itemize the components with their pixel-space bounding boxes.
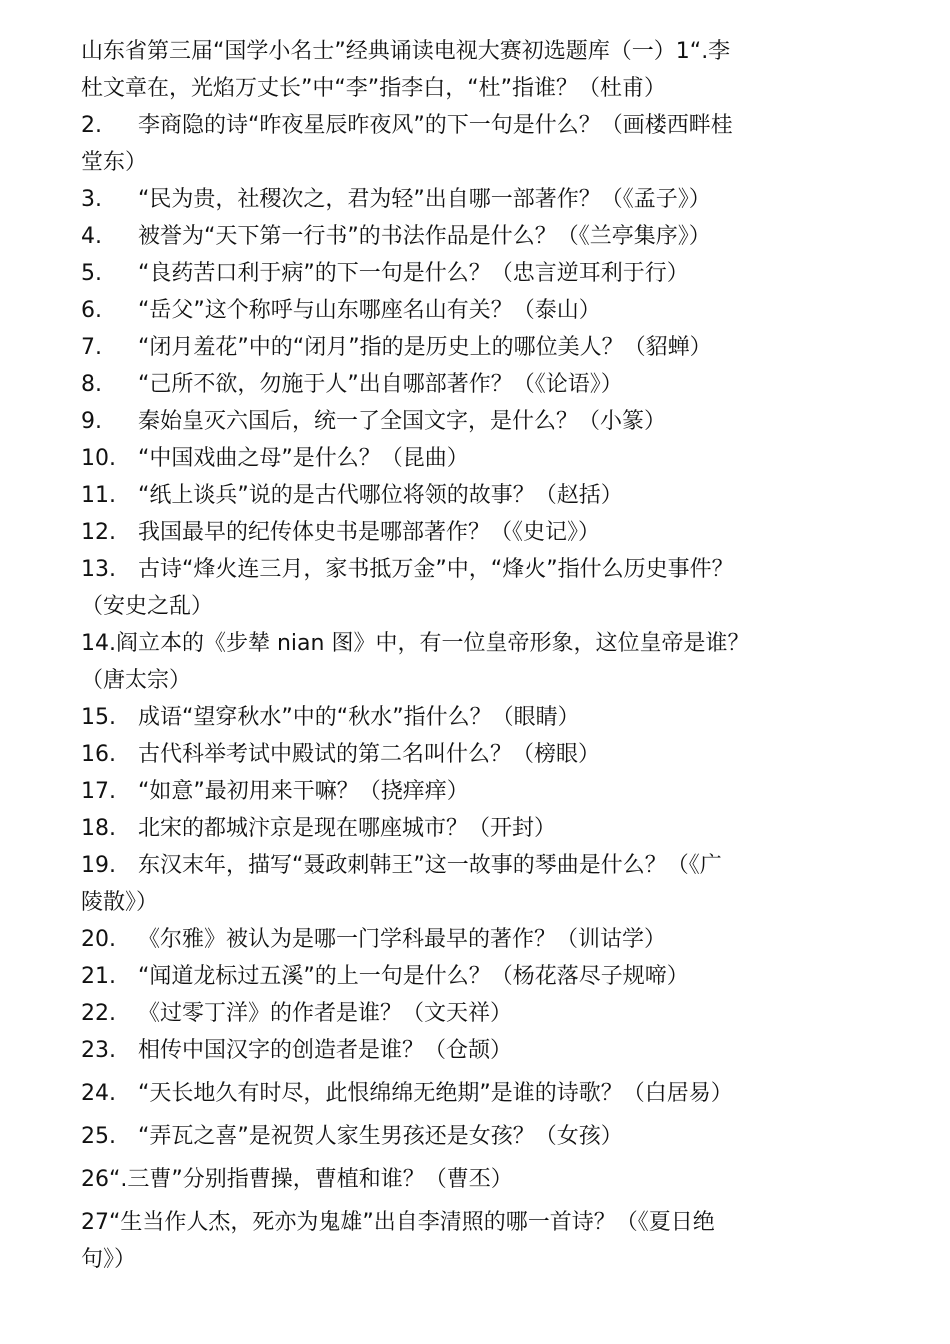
text-line [81, 662, 871, 699]
question-number: 19. [81, 853, 116, 878]
text-line [81, 995, 871, 1032]
question-number: 10. [81, 446, 116, 471]
question-number: 2. [81, 113, 102, 138]
question-number: 8. [81, 372, 102, 397]
question-text: 堂东） [81, 150, 148, 175]
text-line [81, 551, 871, 588]
text-line [81, 292, 871, 329]
text-line [81, 625, 871, 662]
question-text: “良药苦口利于病”的下一句是什么？（忠言逆耳利于行） [138, 261, 689, 286]
question-number: 5. [81, 261, 102, 286]
question-text: “纸上谈兵”说的是古代哪位将领的故事？（赵括） [138, 483, 623, 508]
text-line [81, 921, 871, 958]
question-number: 13. [81, 557, 116, 582]
question-text: “闭月羞花”中的“闭月”指的是历史上的哪位美人？（貂蝉） [138, 335, 712, 360]
text-line [81, 1118, 871, 1155]
text-line [81, 403, 871, 440]
question-text: 成语“望穿秋水”中的“秋水”指什么？（眼睛） [138, 705, 580, 730]
question-number: 9. [81, 409, 102, 434]
question-text: 秦始皇灭六国后，统一了全国文字，是什么？（小篆） [138, 409, 667, 434]
question-number: 17. [81, 779, 116, 804]
text-line [81, 514, 871, 551]
text-line [81, 181, 871, 218]
question-text: “己所不欲，勿施于人”出自哪部著作？（《论语》） [138, 372, 623, 397]
text-line [81, 33, 871, 70]
text-line [81, 1241, 871, 1278]
question-text: 北宋的都城汴京是现在哪座城市？（开封） [138, 816, 557, 841]
question-text: 李商隐的诗“昨夜星辰昨夜风”的下一句是什么？（画楼西畔桂 [138, 113, 733, 138]
question-text: （唐太宗） [81, 668, 192, 693]
question-number: 22. [81, 1001, 116, 1026]
text-line [81, 773, 871, 810]
text-line [81, 144, 871, 181]
question-number: 24. [81, 1081, 116, 1106]
question-text: 古代科举考试中殿试的第二名叫什么？（榜眼） [138, 742, 601, 767]
question-list [81, 33, 871, 1278]
question-text: 句》） [81, 1247, 137, 1272]
text-line [81, 440, 871, 477]
text-line [81, 1032, 871, 1069]
question-text: 《过零丁洋》的作者是谁？（文天祥） [138, 1001, 513, 1026]
text-line [81, 1204, 871, 1241]
question-number: 3. [81, 187, 102, 212]
question-number: 6. [81, 298, 102, 323]
question-text: “弄瓦之喜”是祝贺人家生男孩还是女孩？（女孩） [138, 1124, 623, 1149]
question-text: 被誉为“天下第一行书”的书法作品是什么？（《兰亭集序》） [138, 224, 711, 249]
question-text: 我国最早的纪传体史书是哪部著作？（《史记》） [138, 520, 601, 545]
question-text: 陵散》） [81, 890, 159, 915]
question-text: “闻道龙标过五溪”的上一句是什么？（杨花落尽子规啼） [138, 964, 689, 989]
text-line [81, 107, 871, 144]
text-line [81, 958, 871, 995]
question-text: 相传中国汉字的创造者是谁？（仓颉） [138, 1038, 513, 1063]
question-number: 12. [81, 520, 116, 545]
question-number: 23. [81, 1038, 116, 1063]
text-line [81, 255, 871, 292]
text-line [81, 588, 871, 625]
question-text: 古诗“烽火连三月，家书抵万金”中，“烽火”指什么历史事件？ [138, 557, 734, 582]
question-number: 11. [81, 483, 116, 508]
text-line [81, 699, 871, 736]
question-number: 15. [81, 705, 116, 730]
text-line [81, 477, 871, 514]
question-text: 东汉末年，描写“聂政刺韩王”这一故事的琴曲是什么？（《广 [138, 853, 722, 878]
question-number: 21. [81, 964, 116, 989]
question-text: 山东省第三届“国学小名士”经典诵读电视大赛初选题库（一）1“.李 [81, 39, 731, 64]
question-text: “天长地久有时尽，此恨绵绵无绝期”是谁的诗歌？（白居易） [138, 1081, 733, 1106]
question-text: 14.阎立本的《步辇 nian 图》中，有一位皇帝形象，这位皇帝是谁？ [81, 631, 750, 656]
question-text: 26“.三曹”分别指曹操，曹植和谁？（曹丕） [81, 1167, 513, 1192]
text-line [81, 1161, 871, 1198]
question-text: 27“生当作人杰，死亦为鬼雄”出自李清照的哪一首诗？（《夏日绝 [81, 1210, 715, 1235]
text-line [81, 218, 871, 255]
text-line [81, 329, 871, 366]
question-number: 16. [81, 742, 116, 767]
text-line [81, 847, 871, 884]
text-line [81, 884, 871, 921]
text-line [81, 810, 871, 847]
question-text: （安史之乱） [81, 594, 214, 619]
question-text: 《尔雅》被认为是哪一门学科最早的著作？（训诂学） [138, 927, 667, 952]
question-number: 20. [81, 927, 116, 952]
question-text: “中国戏曲之母”是什么？（昆曲） [138, 446, 469, 471]
question-text: “岳父”这个称呼与山东哪座名山有关？（泰山） [138, 298, 601, 323]
question-text: “如意”最初用来干嘛？（挠痒痒） [138, 779, 469, 804]
question-text: “民为贵，社稷次之，君为轻”出自哪一部著作？（《孟子》） [138, 187, 711, 212]
question-number: 25. [81, 1124, 116, 1149]
question-number: 18. [81, 816, 116, 841]
question-number: 7. [81, 335, 102, 360]
text-line [81, 1075, 871, 1112]
question-number: 4. [81, 224, 102, 249]
text-line [81, 736, 871, 773]
text-line [81, 70, 871, 107]
question-text: 杜文章在，光焰万丈长”中“李”指李白，“杜”指谁？（杜甫） [81, 76, 666, 101]
text-line [81, 366, 871, 403]
